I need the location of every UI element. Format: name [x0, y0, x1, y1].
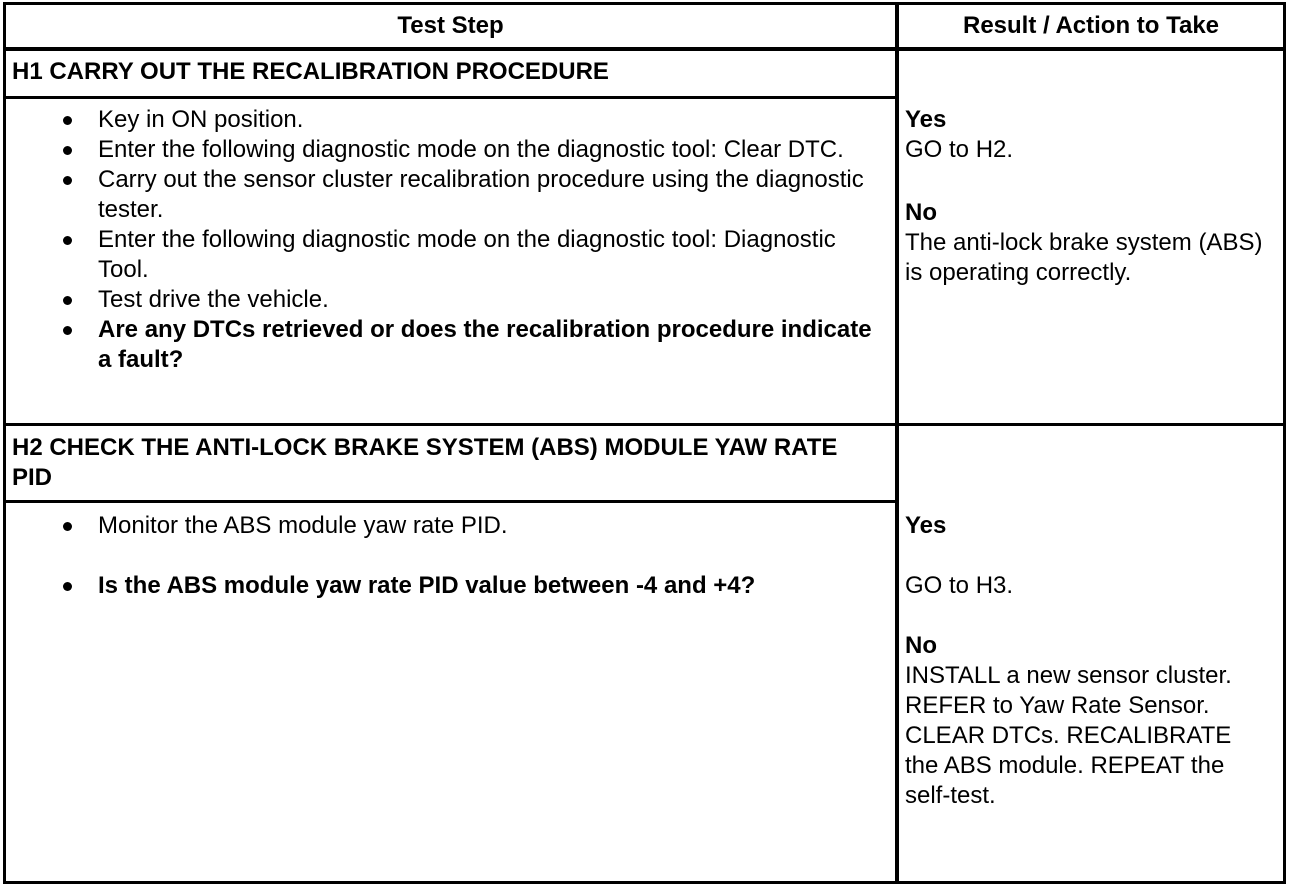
list-item: Carry out the sensor cluster recalibration procedure using the diagnostic tester.	[6, 165, 886, 225]
h2-no-label: No	[905, 632, 937, 659]
list-item: Monitor the ABS module yaw rate PID.	[6, 511, 886, 541]
bullet-icon	[63, 236, 72, 245]
h2-yes-label: Yes	[905, 512, 947, 539]
list-item: Key in ON position.	[6, 105, 886, 135]
list-item: Test drive the vehicle.	[6, 285, 886, 315]
bullet-icon	[63, 582, 72, 591]
h1-title-cell	[6, 57, 895, 93]
header-result-cell	[899, 5, 1283, 47]
bullet-icon	[63, 116, 72, 125]
h2-step-list	[6, 511, 886, 601]
list-item: Enter the following diagnostic mode on the diagnostic tool: Diagnostic Tool.	[6, 225, 886, 285]
bullet-icon	[63, 176, 72, 185]
h2-result-cell	[899, 511, 1279, 871]
h2-no-action: INSTALL a new sensor cluster. REFER to Yaw Rate Sensor. CLEAR DTCs. RECALIBRATE the ABS module. REPEAT the self-test.	[905, 662, 1232, 809]
h1-yes-label: Yes	[905, 106, 947, 133]
list-item: Enter the following diagnostic mode on the diagnostic tool: Clear DTC.	[6, 135, 886, 165]
h2-title-cell	[6, 433, 866, 497]
h2-title-divider	[6, 500, 895, 503]
h1-yes-action: GO to H2.	[905, 136, 1014, 163]
bullet-icon	[63, 296, 72, 305]
h1-title-divider	[6, 96, 895, 99]
list-item: Are any DTCs retrieved or does the recalibration procedure indicate a fault?	[6, 315, 886, 375]
h1-step-list	[6, 105, 886, 375]
h2-title: H2 CHECK THE ANTI-LOCK BRAKE SYSTEM (ABS) MODULE YAW RATE PID	[12, 434, 838, 491]
header-test-step: Test Step	[397, 12, 504, 39]
header-result-action: Result / Action to Take	[962, 12, 1220, 39]
h2-steps-cell	[6, 511, 886, 631]
bullet-icon	[63, 326, 72, 335]
list-item: Is the ABS module yaw rate PID value between -4 and +4?	[6, 571, 886, 601]
bullet-icon	[63, 146, 72, 155]
h1-title: H1 CARRY OUT THE RECALIBRATION PROCEDURE	[12, 58, 609, 85]
bullet-icon	[63, 522, 72, 531]
h1-h2-divider	[6, 423, 1283, 426]
diagnostic-table	[3, 2, 1286, 884]
h1-no-action: The anti-lock brake system (ABS) is operating correctly.	[905, 229, 1263, 286]
header-test-step-cell	[6, 5, 895, 47]
header-divider	[6, 47, 1283, 51]
h1-result-cell	[899, 105, 1279, 421]
h1-no-label: No	[905, 199, 937, 226]
h2-yes-action: GO to H3.	[905, 572, 1014, 599]
h1-steps-cell	[6, 105, 886, 421]
